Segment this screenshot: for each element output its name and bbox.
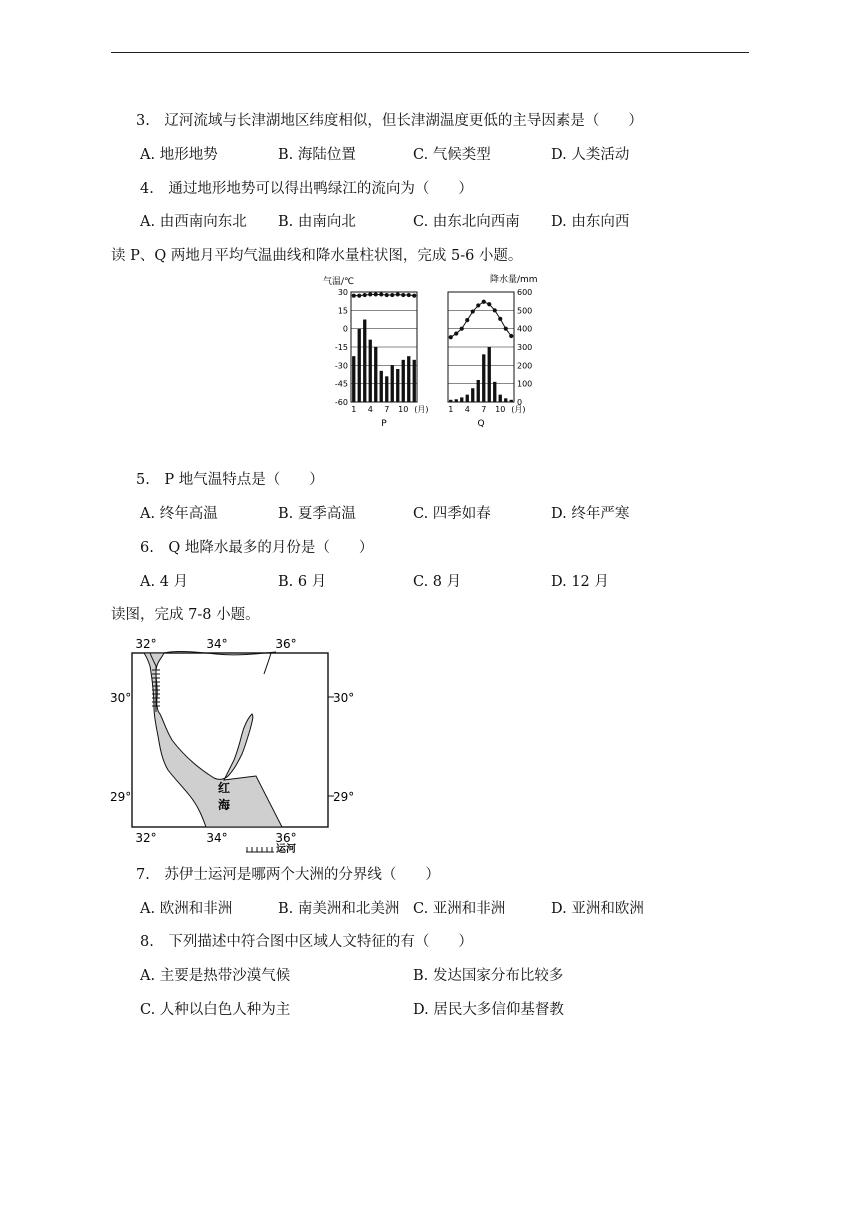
q-precip-bar	[488, 347, 491, 402]
q-precip-bar	[449, 400, 452, 402]
intro-5-6: 读 P、Q 两地月平均气温曲线和降水量柱状图，完成 5-6 小题。	[111, 248, 523, 264]
q-temp-point	[487, 302, 491, 306]
p-precip-bar	[402, 360, 405, 402]
p-precip-bar	[385, 376, 388, 402]
intro-7-8: 读图，完成 7-8 小题。	[111, 607, 260, 623]
p-temp-point	[363, 293, 367, 297]
q8-option-d[interactable]: D. 居民大多信仰基督教	[413, 1002, 564, 1018]
p-y-tick-label: 0	[342, 324, 348, 334]
q3-option-b[interactable]: B. 海陆位置	[278, 147, 356, 163]
p-temp-point	[396, 292, 400, 296]
p-chart-label: P	[381, 419, 387, 429]
q-y-tick-label: 200	[517, 361, 533, 371]
p-x-tick-label: 1	[351, 405, 357, 414]
lon-bottom-32: 32°	[135, 831, 157, 845]
q-precip-bar	[493, 382, 496, 402]
red-sea-label-1: 红	[217, 781, 231, 795]
q3-option-d[interactable]: D. 人类活动	[551, 147, 630, 163]
q6-option-a[interactable]: A. 4 月	[140, 574, 189, 590]
q3-option-c[interactable]: C. 气候类型	[413, 147, 491, 163]
p-temp-point	[412, 294, 416, 298]
q4-option-b[interactable]: B. 由南向北	[278, 214, 356, 230]
q5-option-b[interactable]: B. 夏季高温	[278, 506, 356, 522]
q-y-tick-label: 0	[517, 398, 523, 407]
p-temp-axis-label: 气温/℃	[323, 277, 355, 287]
q6-option-b[interactable]: B. 6 月	[278, 574, 327, 590]
p-y-tick-label: -15	[334, 343, 348, 352]
p-chart-panel	[335, 288, 429, 429]
q-precip-bar	[482, 354, 485, 402]
lon-bottom-34: 34°	[206, 831, 228, 845]
q-x-tick-label: 4	[464, 405, 470, 414]
q-precip-bar	[466, 395, 469, 402]
lon-top-34: 34°	[206, 637, 228, 651]
canal-legend-label: 运河	[276, 844, 296, 855]
red-sea-label-2: 海	[217, 798, 231, 812]
q-chart-label: Q	[477, 419, 485, 429]
q-temp-point	[454, 331, 458, 335]
p-precip-bar	[363, 320, 366, 403]
q-precip-bar	[477, 380, 480, 402]
q-precip-bar	[499, 395, 502, 402]
q-y-tick-label: 500	[517, 306, 533, 316]
p-precip-bar	[407, 356, 410, 402]
q-x-tick-label: (月)	[511, 405, 526, 414]
q-chart-panel	[448, 288, 532, 429]
p-y-tick-label: -60	[334, 398, 348, 407]
p-temp-point	[368, 292, 372, 296]
q7-option-d[interactable]: D. 亚洲和欧洲	[551, 901, 644, 917]
question-7-stem: 7. 苏伊士运河是哪两个大洲的分界线（ ）	[136, 867, 440, 883]
q-precip-bar	[510, 400, 513, 402]
p-precip-bar	[358, 329, 361, 402]
q5-option-a[interactable]: A. 终年高温	[140, 506, 218, 522]
q-temp-point	[465, 318, 469, 322]
q-x-tick-label: 10	[495, 405, 506, 414]
q-y-tick-label: 600	[517, 288, 533, 297]
q-precip-bar	[504, 398, 507, 402]
p-x-tick-label: 7	[384, 405, 390, 414]
q8-option-c[interactable]: C. 人种以白色人种为主	[140, 1002, 291, 1018]
q8-option-a[interactable]: A. 主要是热带沙漠气候	[140, 968, 291, 984]
q7-option-a[interactable]: A. 欧洲和非洲	[140, 901, 233, 917]
p-x-tick-label: 4	[367, 405, 373, 414]
q5-option-c[interactable]: C. 四季如春	[413, 506, 491, 522]
p-temp-point	[401, 293, 405, 297]
q-temp-point	[449, 335, 453, 339]
p-temp-point	[357, 294, 361, 298]
question-3-stem: 3. 辽河流域与长津湖地区纬度相似，但长津湖温度更低的主导因素是（ ）	[136, 113, 643, 129]
q-precip-axis-label: 降水量/mm	[490, 275, 538, 285]
lon-bottom-36: 36°	[275, 831, 297, 845]
q7-option-c[interactable]: C. 亚洲和非洲	[413, 901, 506, 917]
lon-top-32: 32°	[135, 637, 157, 651]
q8-option-b[interactable]: B. 发达国家分布比较多	[413, 968, 564, 984]
question-4-stem: 4. 通过地形地势可以得出鸭绿江的流向为（ ）	[140, 181, 473, 197]
q-temp-point	[504, 327, 508, 331]
q6-option-c[interactable]: C. 8 月	[413, 574, 462, 590]
q-temp-point	[493, 308, 497, 312]
p-precip-bar	[396, 369, 399, 402]
q6-option-d[interactable]: D. 12 月	[551, 574, 609, 590]
p-temp-point	[352, 294, 356, 298]
p-x-tick-label: 10	[398, 405, 409, 414]
question-5-stem: 5. P 地气温特点是（ ）	[136, 472, 324, 488]
p-y-tick-label: 15	[337, 306, 348, 316]
p-precip-bar	[380, 371, 383, 402]
header-rule	[111, 52, 749, 53]
q-temp-point	[471, 309, 475, 313]
q7-option-b[interactable]: B. 南美洲和北美洲	[278, 901, 400, 917]
q-x-tick-label: 1	[448, 405, 454, 414]
p-precip-bar	[391, 365, 394, 402]
question-6-stem: 6. Q 地降水最多的月份是（ ）	[140, 540, 374, 556]
p-temp-point	[390, 293, 394, 297]
lon-top-36: 36°	[275, 637, 297, 651]
q-y-tick-label: 300	[517, 343, 533, 352]
canal-legend-symbol	[246, 847, 274, 852]
q-y-tick-label: 100	[517, 379, 533, 389]
p-y-tick-label: -30	[334, 361, 348, 371]
q-temp-point	[498, 317, 502, 321]
p-temp-point	[374, 292, 378, 296]
question-8-stem: 8. 下列描述中符合图中区域人文特征的有（ ）	[140, 934, 473, 950]
q-precip-bar	[455, 399, 458, 402]
lat-left-29: 29°	[110, 790, 132, 804]
p-precip-bar	[369, 340, 372, 402]
q4-option-d[interactable]: D. 由东向西	[551, 214, 630, 230]
q-y-tick-label: 400	[517, 324, 533, 334]
q-precip-bar	[460, 397, 463, 402]
q5-option-d[interactable]: D. 终年严寒	[551, 506, 630, 522]
lat-right-30: 30°	[333, 691, 355, 705]
q-temp-point	[460, 327, 464, 331]
q-temp-point	[476, 303, 480, 307]
p-precip-bar	[413, 360, 416, 402]
p-temp-point	[379, 292, 383, 296]
q4-option-c[interactable]: C. 由东北向西南	[413, 214, 520, 230]
q-precip-bar	[471, 388, 474, 402]
climate-charts-figure	[318, 270, 540, 430]
q4-option-a[interactable]: A. 由西南向东北	[140, 214, 247, 230]
q-x-tick-label: 7	[481, 405, 487, 414]
red-sea-map	[106, 630, 368, 858]
p-temp-point	[385, 293, 389, 297]
q-temp-point	[482, 300, 486, 304]
p-precip-bar	[374, 347, 377, 402]
p-precip-bar	[352, 356, 355, 402]
q3-option-a[interactable]: A. 地形地势	[140, 147, 218, 163]
p-temp-point	[407, 293, 411, 297]
lat-right-29: 29°	[333, 790, 355, 804]
p-y-tick-label: 30	[337, 288, 348, 297]
p-x-tick-label: (月)	[414, 405, 429, 414]
p-y-tick-label: -45	[334, 379, 348, 389]
q-temp-point	[509, 334, 513, 338]
lat-left-30: 30°	[110, 691, 132, 705]
